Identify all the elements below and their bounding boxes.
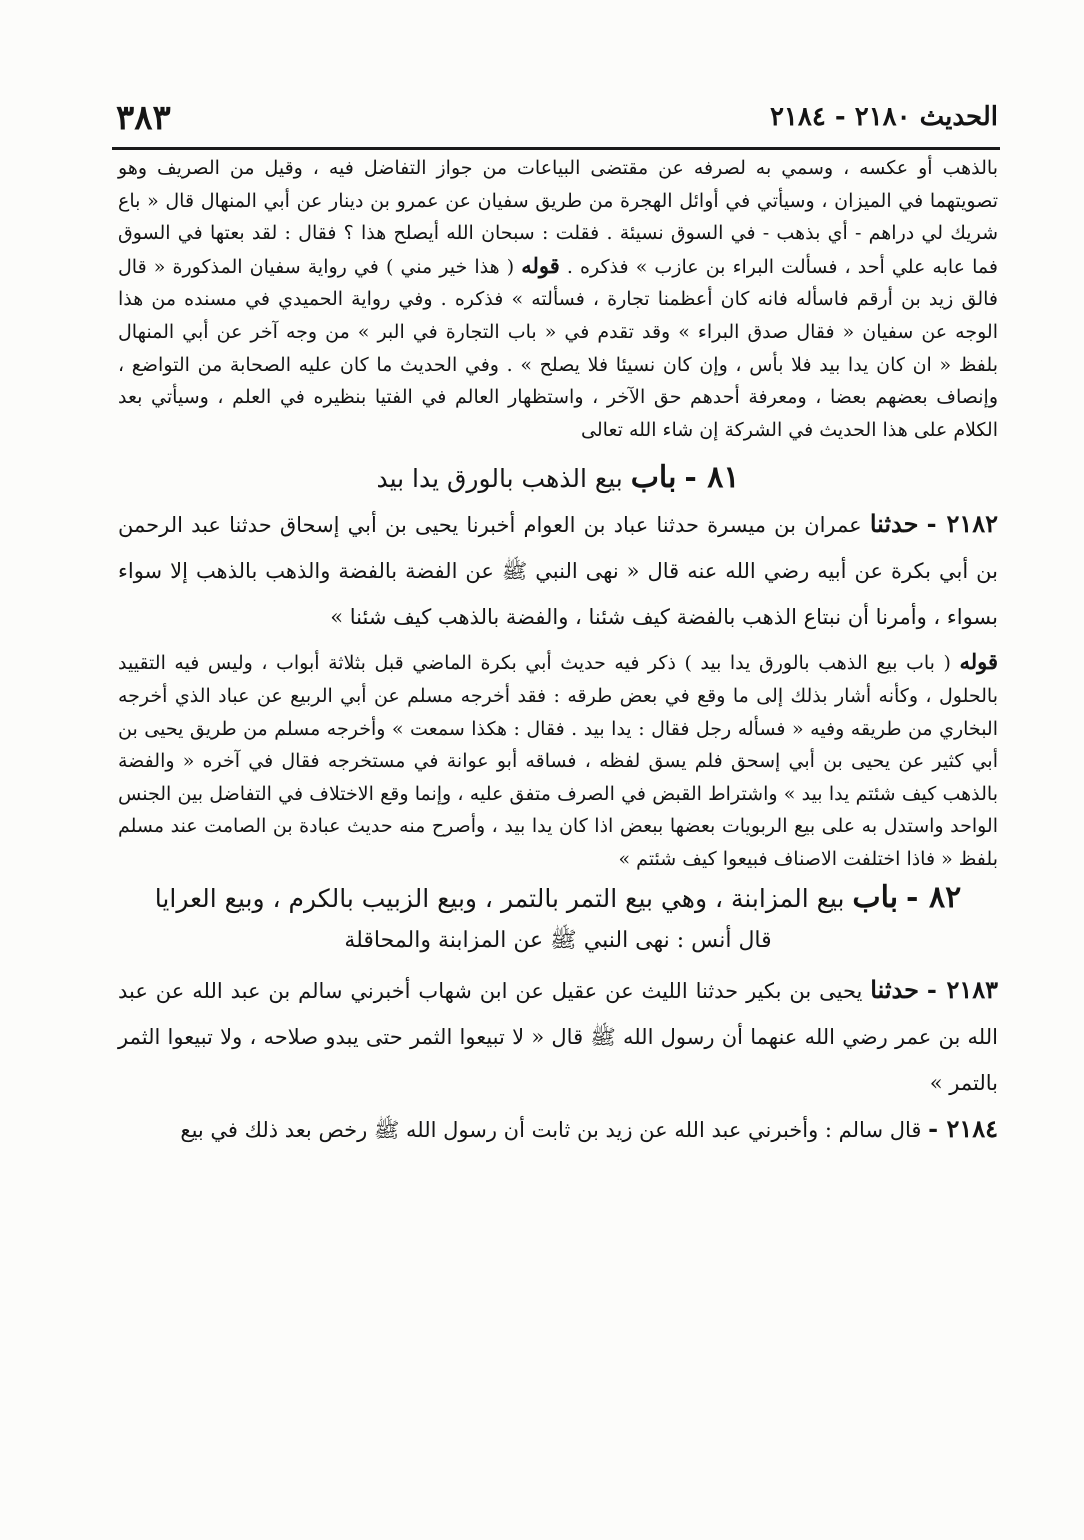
header-rule	[112, 147, 1000, 150]
hadith-2184	[118, 1106, 998, 1153]
page-number: ٣٨٣	[116, 98, 171, 138]
hadith-number: ٢١٨٣ -	[926, 974, 998, 1004]
chapter-82-subtitle: قال أنس : نهى النبي ﷺ عن المزابنة والمحاقلة	[344, 927, 772, 953]
chapter-bab-word: باب	[630, 460, 677, 496]
haddathana-word: حدثنا	[869, 509, 919, 539]
hadith-2182	[118, 501, 998, 640]
haddathana-word: حدثنا	[870, 974, 919, 1004]
spacer	[118, 446, 998, 456]
chapter-82-heading	[118, 876, 998, 921]
commentary-top-continuation: ( هذا خير مني ) في رواية سفيان المذكورة « قال فالق زيد بن أرقم فاسأله فانه كان أعظمنا تجارة ، فسألته » فذكره . وفي رواية الحميدي في مسنده من هذا الوجه عن سفيان « فقال صدق البراء » وقد تقدم في « باب التجارة في البر » من وجه آخر عن أبي المنهال بلفظ « ان كان يدا بيد فلا بأس ، وإن كان نسيئا فلا يصلح » . وفي الحديث ما كان عليه الصحابة من التواضع ، وإنصاف بعضهم بعضا ، ومعرفة أحدهم حق الآخر ، واستظهار العالم في الفتيا بنظيره في العلم ، وسيأتي بعد الكلام على هذا الحديث في الشركة إن شاء الله تعالى	[118, 255, 998, 441]
chapter-bab-word: باب	[852, 879, 899, 915]
chapter-title: بيع المزابنة ، وهي بيع التمر بالتمر ، وبيع الزبيب بالكرم ، وبيع العرايا	[154, 883, 845, 913]
qawluh-label: قوله	[959, 649, 998, 675]
qawluh-label: قوله	[521, 252, 560, 278]
hadith-number: ٢١٨٤ -	[928, 1113, 998, 1143]
page-header	[112, 100, 998, 144]
commentary-2182	[118, 646, 998, 875]
chapter-number: ٨١ -	[684, 460, 740, 496]
hadith-text: عمران بن ميسرة حدثنا عباد بن العوام أخبرنا يحيى بن أبي إسحاق حدثنا عبد الرحمن بن أبي بكرة عن أبيه رضي الله عنه قال « نهى النبي ﷺ عن الفضة بالفضة والذهب بالذهب إلا سواء بسواء ، وأمرنا أن نبتاع الذهب بالفضة كيف شئنا ، والفضة بالذهب كيف شئنا »	[118, 513, 998, 630]
commentary-text: ( باب بيع الذهب بالورق يدا بيد ) ذكر فيه حديث أبي بكرة الماضي قبل بثلاثة أبواب ، وليس فيه التقييد بالحلول ، وكأنه أشار بذلك إلى ما وقع في بعض طرقه : فقد أخرجه مسلم عن أبي الربيع عن عباد الذي أخرجه البخاري من طريقه وفيه « فسأله رجل فقال : يدا بيد . فقال : هكذا سمعت » وأخرجه مسلم من طريق يحيى بن أبي كثير عن يحيى بن أبي إسحق فلم يسق لفظه ، فساقه أبو عوانة في مستخرجه فقال في آخره « والفضة بالذهب كيف شئتم يدا بيد » واشتراط القبض في الصرف متفق عليه ، وإنما وقع الاختلاف في التفاضل بين الجنس الواحد واستدل به على بيع الربويات بعضها ببعض اذا كان يدا بيد ، وأصرح منه حديث عبادة بن الصامت عند مسلم بلفظ « فاذا اختلفت الاصناف فبيعوا كيف شئتم »	[118, 652, 998, 870]
running-head-hadith-range: الحديث ٢١٨٠ - ٢١٨٤	[769, 102, 998, 132]
hadith-2183	[118, 967, 998, 1106]
commentary-top	[118, 152, 998, 446]
chapter-title: بيع الذهب بالورق يدا بيد	[376, 464, 623, 494]
hadith-text: قال سالم : وأخبرني عبد الله عن زيد بن ثابت أن رسول الله ﷺ رخص بعد ذلك في بيع	[180, 1117, 922, 1142]
chapter-81-heading	[118, 456, 998, 501]
chapter-number: ٨٢ -	[906, 879, 962, 915]
hadith-number: ٢١٨٢ -	[926, 509, 998, 539]
hadith-text: يحيى بن بكير حدثنا الليث عن عقيل عن ابن شهاب أخبرني سالم بن عبد الله عن عبد الله بن عمر رضي الله عنهما أن رسول الله ﷺ قال « لا تبيعوا الثمر حتى يبدو صلاحه ، ولا تبيعوا الثمر بالتمر »	[118, 978, 998, 1095]
commentary-top-text: بالذهب أو عكسه ، وسمي به لصرفه عن مقتضى البياعات من جواز التفاضل فيه ، وقيل من الصريف وهو تصويتهما في الميزان ، وسيأتي في أوائل الهجرة من طريق سفيان عن عمرو بن دينار عن أبي المنهال قال « باع شريك لي دراهم - أي بذهب - في السوق نسيئة . فقلت : سبحان الله أيصلح هذا ؟ فقال : لقد بعتها في السوق فما عابه علي أحد ، فسألت البراء بن عازب » فذكره .	[118, 157, 998, 278]
page-body	[118, 152, 998, 1153]
